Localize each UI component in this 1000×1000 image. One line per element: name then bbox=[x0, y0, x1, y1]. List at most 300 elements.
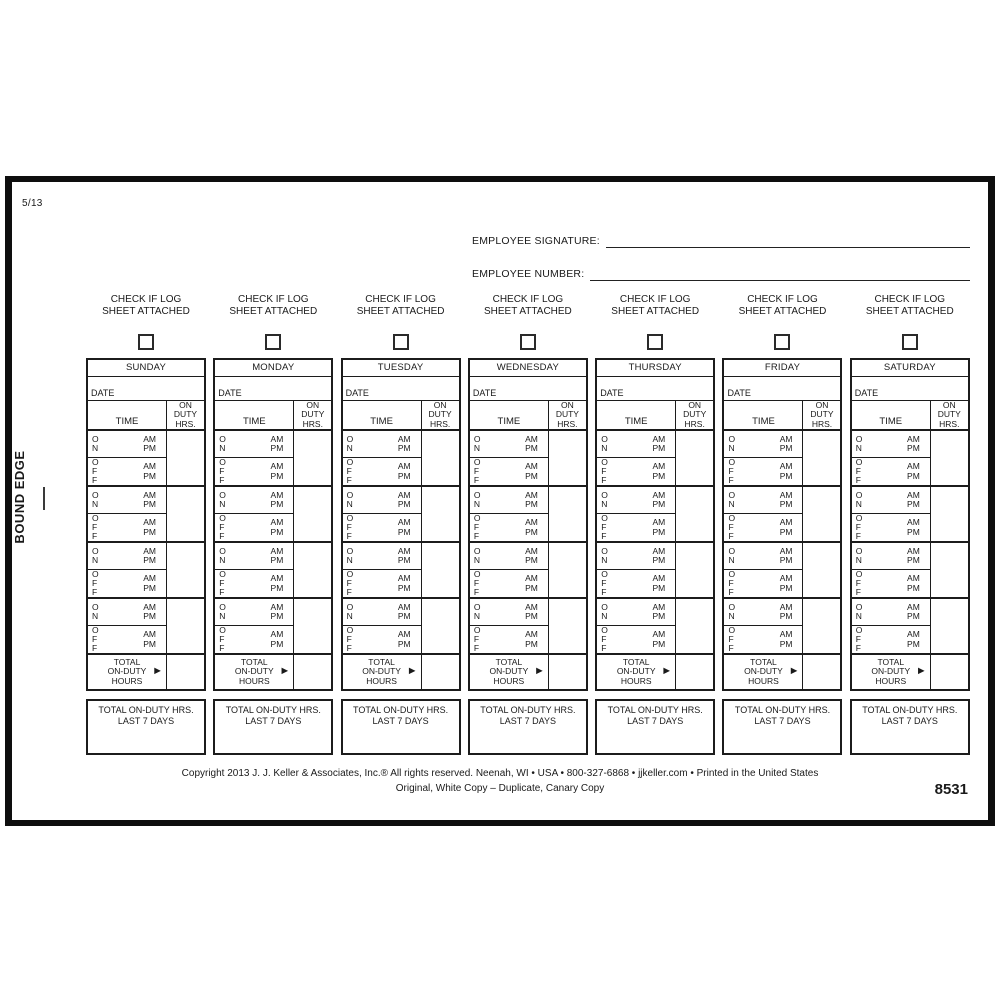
on-duty-hours-cell[interactable] bbox=[167, 543, 204, 597]
am-label: AM bbox=[143, 545, 156, 556]
on-duty-hours-cell[interactable] bbox=[803, 599, 840, 653]
day-header: SATURDAY bbox=[852, 360, 968, 377]
total-last7-label2: LAST 7 DAYS bbox=[627, 716, 684, 726]
off-label: OFF bbox=[473, 624, 481, 654]
date-field[interactable] bbox=[470, 377, 586, 401]
arrow-right-icon: ► bbox=[788, 665, 800, 678]
duty-period-row bbox=[343, 599, 459, 655]
day-column-monday bbox=[213, 294, 333, 755]
total-on-duty-hours-cell[interactable] bbox=[803, 655, 840, 689]
am-label: AM bbox=[779, 601, 793, 612]
am-label: AM bbox=[143, 573, 156, 584]
total-last7-box[interactable] bbox=[850, 699, 970, 755]
duty-period-row bbox=[88, 431, 204, 487]
pm-label: PM bbox=[143, 555, 156, 565]
day-table bbox=[722, 358, 842, 691]
off-label: OFF bbox=[601, 512, 608, 542]
on-label: ON bbox=[601, 545, 608, 565]
footer-copy-line: Original, White Copy – Duplicate, Canary Copy bbox=[395, 783, 605, 794]
total-on-duty-hours-cell[interactable] bbox=[167, 655, 204, 689]
on-label: ON bbox=[92, 545, 99, 565]
pm-label: PM bbox=[270, 443, 284, 453]
on-time-row[interactable] bbox=[215, 543, 293, 570]
on-duty-hours-cell[interactable] bbox=[167, 487, 204, 541]
am-label: AM bbox=[270, 601, 284, 612]
total-last7-label2: LAST 7 DAYS bbox=[245, 716, 302, 726]
total-on-duty-hours-cell[interactable] bbox=[676, 655, 713, 689]
off-time-row[interactable] bbox=[852, 514, 930, 541]
off-label: OFF bbox=[601, 624, 608, 654]
duty-period-row bbox=[343, 431, 459, 487]
on-time-row[interactable] bbox=[597, 487, 675, 514]
check-if-log-label: CHECK IF LOG SHEET ATTACHED bbox=[102, 294, 190, 317]
on-time-row[interactable] bbox=[470, 543, 548, 570]
total-last7-label: TOTAL ON-DUTY HRS. bbox=[98, 705, 194, 715]
off-time-row[interactable] bbox=[215, 570, 293, 597]
on-time-row[interactable] bbox=[724, 431, 802, 458]
on-duty-hours-cell[interactable] bbox=[549, 487, 586, 541]
duty-period-row bbox=[343, 487, 459, 543]
log-sheet-checkbox[interactable] bbox=[774, 334, 790, 350]
pm-label: PM bbox=[779, 443, 793, 453]
off-time-row[interactable] bbox=[215, 514, 293, 541]
duty-period-row bbox=[597, 543, 713, 599]
on-time-row[interactable] bbox=[343, 487, 421, 514]
am-label: AM bbox=[143, 601, 156, 612]
duty-period-row bbox=[724, 599, 840, 655]
off-label: OFF bbox=[346, 456, 354, 486]
duty-period-row bbox=[852, 599, 968, 655]
pm-label: PM bbox=[270, 582, 284, 593]
total-last7-label2: LAST 7 DAYS bbox=[881, 716, 938, 726]
day-column-wednesday bbox=[468, 294, 588, 755]
off-time-row[interactable] bbox=[724, 570, 802, 597]
am-label: AM bbox=[270, 545, 284, 556]
duty-period-row bbox=[597, 599, 713, 655]
duty-period-row bbox=[88, 599, 204, 655]
total-last7-box[interactable] bbox=[86, 699, 206, 755]
pm-label: PM bbox=[779, 499, 793, 509]
am-label: AM bbox=[143, 433, 156, 444]
off-label: OFF bbox=[601, 568, 608, 598]
am-label: AM bbox=[779, 433, 793, 444]
total-row bbox=[215, 655, 331, 689]
off-label: OFF bbox=[728, 624, 736, 654]
time-column-header: TIME bbox=[852, 401, 931, 429]
on-duty-hours-cell[interactable] bbox=[931, 487, 968, 541]
pm-label: PM bbox=[270, 526, 284, 537]
am-label: AM bbox=[652, 433, 666, 444]
on-time-row[interactable] bbox=[215, 599, 293, 626]
off-time-row[interactable] bbox=[470, 626, 548, 653]
on-label: ON bbox=[219, 433, 226, 453]
off-label: OFF bbox=[346, 624, 354, 654]
log-sheet-checkbox[interactable] bbox=[902, 334, 918, 350]
am-label: AM bbox=[397, 517, 411, 528]
pm-label: PM bbox=[652, 638, 666, 649]
duty-period-row bbox=[597, 431, 713, 487]
on-duty-hrs-header: ON DUTY HRS. bbox=[683, 400, 707, 429]
am-label: AM bbox=[143, 489, 156, 500]
off-label: OFF bbox=[219, 456, 226, 486]
table-header bbox=[724, 401, 840, 431]
am-label: AM bbox=[270, 517, 284, 528]
on-time-row[interactable] bbox=[88, 543, 166, 570]
on-time-row[interactable] bbox=[343, 599, 421, 626]
on-time-row[interactable] bbox=[724, 487, 802, 514]
on-duty-hours-cell[interactable] bbox=[803, 487, 840, 541]
am-label: AM bbox=[525, 601, 538, 612]
total-row bbox=[724, 655, 840, 689]
am-label: AM bbox=[779, 461, 793, 472]
day-column-thursday bbox=[595, 294, 715, 755]
off-time-row[interactable] bbox=[597, 570, 675, 597]
pm-label: PM bbox=[652, 499, 666, 509]
am-label: AM bbox=[525, 489, 538, 500]
off-label: OFF bbox=[473, 456, 481, 486]
on-time-row[interactable] bbox=[597, 431, 675, 458]
total-on-duty-hours-cell[interactable] bbox=[931, 655, 968, 689]
on-duty-hours-cell[interactable] bbox=[549, 599, 586, 653]
log-sheet-checkbox[interactable] bbox=[393, 334, 409, 350]
on-duty-hours-cell[interactable] bbox=[676, 431, 713, 485]
on-time-row[interactable] bbox=[88, 487, 166, 514]
on-duty-hours-cell[interactable] bbox=[294, 543, 331, 597]
am-label: AM bbox=[652, 573, 666, 584]
on-label: ON bbox=[473, 433, 481, 453]
on-time-row[interactable] bbox=[597, 543, 675, 570]
on-duty-hours-cell[interactable] bbox=[676, 487, 713, 541]
total-on-duty-label: TOTAL ON-DUTY HOURS ► bbox=[215, 655, 294, 689]
total-on-duty-hours-cell[interactable] bbox=[294, 655, 331, 689]
duty-period-row bbox=[852, 431, 968, 487]
pm-label: PM bbox=[525, 638, 538, 649]
on-duty-hrs-header: ON DUTY HRS. bbox=[810, 400, 834, 429]
total-on-duty-label: TOTAL ON-DUTY HOURS ► bbox=[88, 655, 167, 689]
employee-number-label: EMPLOYEE NUMBER: bbox=[472, 268, 585, 280]
am-label: AM bbox=[907, 433, 920, 444]
on-label: ON bbox=[728, 489, 736, 509]
on-duty-hours-cell[interactable] bbox=[931, 431, 968, 485]
date-label: DATE bbox=[91, 388, 115, 398]
on-time-row[interactable] bbox=[724, 543, 802, 570]
off-time-row[interactable] bbox=[343, 626, 421, 653]
am-label: AM bbox=[652, 461, 666, 472]
off-time-row[interactable] bbox=[215, 626, 293, 653]
log-sheet-checkbox[interactable] bbox=[647, 334, 663, 350]
pm-label: PM bbox=[779, 611, 793, 621]
day-table bbox=[595, 358, 715, 691]
on-duty-hours-cell[interactable] bbox=[931, 599, 968, 653]
pm-label: PM bbox=[397, 555, 411, 565]
on-time-row[interactable] bbox=[852, 543, 930, 570]
date-label: DATE bbox=[727, 388, 751, 398]
am-label: AM bbox=[907, 489, 920, 500]
on-time-row[interactable] bbox=[343, 431, 421, 458]
log-sheet-checkbox[interactable] bbox=[520, 334, 536, 350]
off-time-row[interactable] bbox=[88, 514, 166, 541]
total-row bbox=[343, 655, 459, 689]
on-time-row[interactable] bbox=[343, 543, 421, 570]
date-field[interactable] bbox=[724, 377, 840, 401]
off-time-row[interactable] bbox=[470, 458, 548, 485]
log-summary-form bbox=[5, 176, 995, 826]
on-duty-hours-cell[interactable] bbox=[422, 599, 459, 653]
check-if-log-label: CHECK IF LOG SHEET ATTACHED bbox=[356, 294, 445, 317]
on-time-row[interactable] bbox=[852, 431, 930, 458]
log-sheet-checkbox[interactable] bbox=[138, 334, 154, 350]
am-label: AM bbox=[907, 573, 920, 584]
off-label: OFF bbox=[728, 512, 736, 542]
arrow-right-icon: ► bbox=[279, 665, 291, 678]
off-time-row[interactable] bbox=[852, 570, 930, 597]
on-duty-hours-cell[interactable] bbox=[294, 431, 331, 485]
total-last7-label2: LAST 7 DAYS bbox=[117, 716, 175, 726]
on-time-row[interactable] bbox=[724, 599, 802, 626]
am-label: AM bbox=[525, 517, 538, 528]
pm-label: PM bbox=[270, 611, 284, 621]
pm-label: PM bbox=[397, 526, 411, 537]
am-label: AM bbox=[907, 461, 920, 472]
off-label: OFF bbox=[473, 512, 481, 542]
total-last7-box[interactable] bbox=[213, 699, 333, 755]
date-field[interactable] bbox=[597, 377, 713, 401]
on-duty-hours-cell[interactable] bbox=[294, 487, 331, 541]
off-time-row[interactable] bbox=[343, 514, 421, 541]
pm-label: PM bbox=[525, 611, 538, 621]
am-label: AM bbox=[652, 629, 666, 640]
on-duty-hours-cell[interactable] bbox=[422, 487, 459, 541]
am-label: AM bbox=[397, 489, 411, 500]
table-header bbox=[597, 401, 713, 431]
employee-number-line[interactable] bbox=[590, 267, 970, 281]
on-label: ON bbox=[601, 601, 608, 621]
am-label: AM bbox=[652, 489, 666, 500]
pm-label: PM bbox=[397, 611, 411, 621]
off-time-row[interactable] bbox=[724, 626, 802, 653]
total-on-duty-hours-cell[interactable] bbox=[549, 655, 586, 689]
duty-period-row bbox=[215, 543, 331, 599]
on-time-row[interactable] bbox=[470, 599, 548, 626]
pm-label: PM bbox=[907, 582, 920, 593]
off-time-row[interactable] bbox=[852, 626, 930, 653]
pm-label: PM bbox=[652, 555, 666, 565]
on-time-row[interactable] bbox=[470, 487, 548, 514]
time-column-header: TIME bbox=[88, 401, 167, 429]
on-label: ON bbox=[601, 433, 608, 453]
table-header bbox=[852, 401, 968, 431]
total-last7-box[interactable] bbox=[468, 699, 588, 755]
off-time-row[interactable] bbox=[597, 626, 675, 653]
on-duty-hours-cell[interactable] bbox=[803, 431, 840, 485]
time-column-header: TIME bbox=[470, 401, 549, 429]
on-label: ON bbox=[473, 601, 481, 621]
off-label: OFF bbox=[219, 568, 226, 598]
date-field[interactable] bbox=[852, 377, 968, 401]
on-label: ON bbox=[92, 601, 99, 621]
off-label: OFF bbox=[855, 568, 863, 598]
on-duty-hours-cell[interactable] bbox=[931, 543, 968, 597]
off-time-row[interactable] bbox=[724, 514, 802, 541]
pm-label: PM bbox=[525, 526, 538, 537]
on-label: ON bbox=[728, 433, 736, 453]
pm-label: PM bbox=[779, 582, 793, 593]
on-label: ON bbox=[728, 545, 736, 565]
day-header: THURSDAY bbox=[597, 360, 713, 377]
day-header: FRIDAY bbox=[724, 360, 840, 377]
on-time-row[interactable] bbox=[597, 599, 675, 626]
off-label: OFF bbox=[92, 568, 99, 598]
am-label: AM bbox=[270, 573, 284, 584]
am-label: AM bbox=[779, 573, 793, 584]
day-columns bbox=[86, 294, 970, 755]
day-header: MONDAY bbox=[215, 360, 331, 377]
off-time-row[interactable] bbox=[470, 570, 548, 597]
pm-label: PM bbox=[525, 582, 538, 593]
pm-label: PM bbox=[907, 526, 920, 537]
off-label: OFF bbox=[728, 456, 736, 486]
on-time-row[interactable] bbox=[215, 487, 293, 514]
off-time-row[interactable] bbox=[88, 570, 166, 597]
off-time-row[interactable] bbox=[852, 458, 930, 485]
off-time-row[interactable] bbox=[597, 458, 675, 485]
date-label: DATE bbox=[345, 388, 369, 398]
am-label: AM bbox=[525, 433, 538, 444]
arrow-right-icon: ► bbox=[915, 665, 927, 678]
total-row bbox=[597, 655, 713, 689]
total-last7-label2: LAST 7 DAYS bbox=[754, 716, 811, 726]
day-table bbox=[86, 358, 206, 691]
date-label: DATE bbox=[854, 388, 879, 398]
on-duty-hours-cell[interactable] bbox=[294, 599, 331, 653]
duty-period-row bbox=[215, 431, 331, 487]
total-last7-box[interactable] bbox=[595, 699, 715, 755]
date-field[interactable] bbox=[215, 377, 331, 401]
date-field[interactable] bbox=[88, 377, 204, 401]
on-duty-hours-cell[interactable] bbox=[167, 431, 204, 485]
off-label: OFF bbox=[346, 568, 354, 598]
table-header bbox=[215, 401, 331, 431]
pm-label: PM bbox=[525, 555, 538, 565]
off-label: OFF bbox=[855, 624, 863, 654]
pm-label: PM bbox=[525, 499, 538, 509]
pm-label: PM bbox=[779, 555, 793, 565]
pm-label: PM bbox=[779, 470, 793, 481]
am-label: AM bbox=[270, 433, 284, 444]
pm-label: PM bbox=[652, 582, 666, 593]
am-label: AM bbox=[652, 517, 666, 528]
on-label: ON bbox=[855, 433, 863, 453]
on-duty-hours-cell[interactable] bbox=[676, 599, 713, 653]
on-duty-hours-cell[interactable] bbox=[422, 431, 459, 485]
pm-label: PM bbox=[525, 470, 538, 481]
duty-period-row bbox=[852, 487, 968, 543]
am-label: AM bbox=[779, 489, 793, 500]
duty-period-row bbox=[852, 543, 968, 599]
duty-period-row bbox=[724, 543, 840, 599]
pm-label: PM bbox=[779, 526, 793, 537]
on-time-row[interactable] bbox=[852, 487, 930, 514]
table-header bbox=[343, 401, 459, 431]
off-time-row[interactable] bbox=[470, 514, 548, 541]
total-row bbox=[470, 655, 586, 689]
on-duty-hours-cell[interactable] bbox=[803, 543, 840, 597]
am-label: AM bbox=[779, 629, 793, 640]
on-time-row[interactable] bbox=[88, 599, 166, 626]
pm-label: PM bbox=[397, 443, 411, 453]
day-table bbox=[468, 358, 588, 691]
am-label: AM bbox=[270, 461, 284, 472]
on-time-row[interactable] bbox=[88, 431, 166, 458]
on-time-row[interactable] bbox=[852, 599, 930, 626]
off-label: OFF bbox=[346, 512, 354, 542]
duty-period-row bbox=[88, 487, 204, 543]
pm-label: PM bbox=[652, 526, 666, 537]
off-label: OFF bbox=[92, 624, 99, 654]
off-time-row[interactable] bbox=[88, 626, 166, 653]
table-header bbox=[88, 401, 204, 431]
am-label: AM bbox=[143, 629, 156, 640]
on-label: ON bbox=[473, 545, 481, 565]
duty-period-row bbox=[343, 543, 459, 599]
on-label: ON bbox=[855, 601, 863, 621]
log-sheet-checkbox[interactable] bbox=[265, 334, 281, 350]
on-time-row[interactable] bbox=[215, 431, 293, 458]
total-last7-label2: LAST 7 DAYS bbox=[499, 716, 556, 726]
on-duty-hours-cell[interactable] bbox=[549, 543, 586, 597]
date-field[interactable] bbox=[343, 377, 459, 401]
off-time-row[interactable] bbox=[343, 570, 421, 597]
on-duty-hours-cell[interactable] bbox=[676, 543, 713, 597]
on-label: ON bbox=[219, 545, 226, 565]
employee-signature-line[interactable] bbox=[606, 234, 970, 248]
arrow-right-icon: ► bbox=[152, 665, 163, 678]
total-last7-box[interactable] bbox=[722, 699, 842, 755]
arrow-right-icon: ► bbox=[406, 665, 418, 678]
pm-label: PM bbox=[143, 526, 156, 537]
am-label: AM bbox=[270, 489, 284, 500]
am-label: AM bbox=[525, 573, 538, 584]
on-label: ON bbox=[92, 489, 99, 509]
footer-copyright: Copyright 2013 J. J. Keller & Associates, Inc.® All rights reserved. Neenah, WI • USA • 800-327-6868 • jjkeller.com • Printed in the United States bbox=[181, 768, 819, 779]
arrow-right-icon: ► bbox=[661, 665, 673, 678]
off-time-row[interactable] bbox=[215, 458, 293, 485]
off-time-row[interactable] bbox=[597, 514, 675, 541]
off-time-row[interactable] bbox=[88, 458, 166, 485]
time-column-header: TIME bbox=[343, 401, 422, 429]
on-time-row[interactable] bbox=[470, 431, 548, 458]
check-if-log-label: CHECK IF LOG SHEET ATTACHED bbox=[611, 294, 700, 317]
pm-label: PM bbox=[270, 470, 284, 481]
on-duty-hours-cell[interactable] bbox=[549, 431, 586, 485]
off-time-row[interactable] bbox=[343, 458, 421, 485]
off-label: OFF bbox=[855, 456, 863, 486]
off-label: OFF bbox=[473, 568, 481, 598]
am-label: AM bbox=[907, 601, 920, 612]
on-duty-hrs-header: ON DUTY HRS. bbox=[937, 400, 961, 429]
day-header: WEDNESDAY bbox=[470, 360, 586, 377]
on-label: ON bbox=[92, 433, 99, 453]
off-label: OFF bbox=[728, 568, 736, 598]
total-last7-box[interactable] bbox=[341, 699, 461, 755]
on-duty-hours-cell[interactable] bbox=[422, 543, 459, 597]
on-label: ON bbox=[346, 545, 354, 565]
on-duty-hours-cell[interactable] bbox=[167, 599, 204, 653]
off-time-row[interactable] bbox=[724, 458, 802, 485]
pm-label: PM bbox=[907, 638, 920, 649]
total-on-duty-hours-cell[interactable] bbox=[422, 655, 459, 689]
am-label: AM bbox=[397, 461, 411, 472]
